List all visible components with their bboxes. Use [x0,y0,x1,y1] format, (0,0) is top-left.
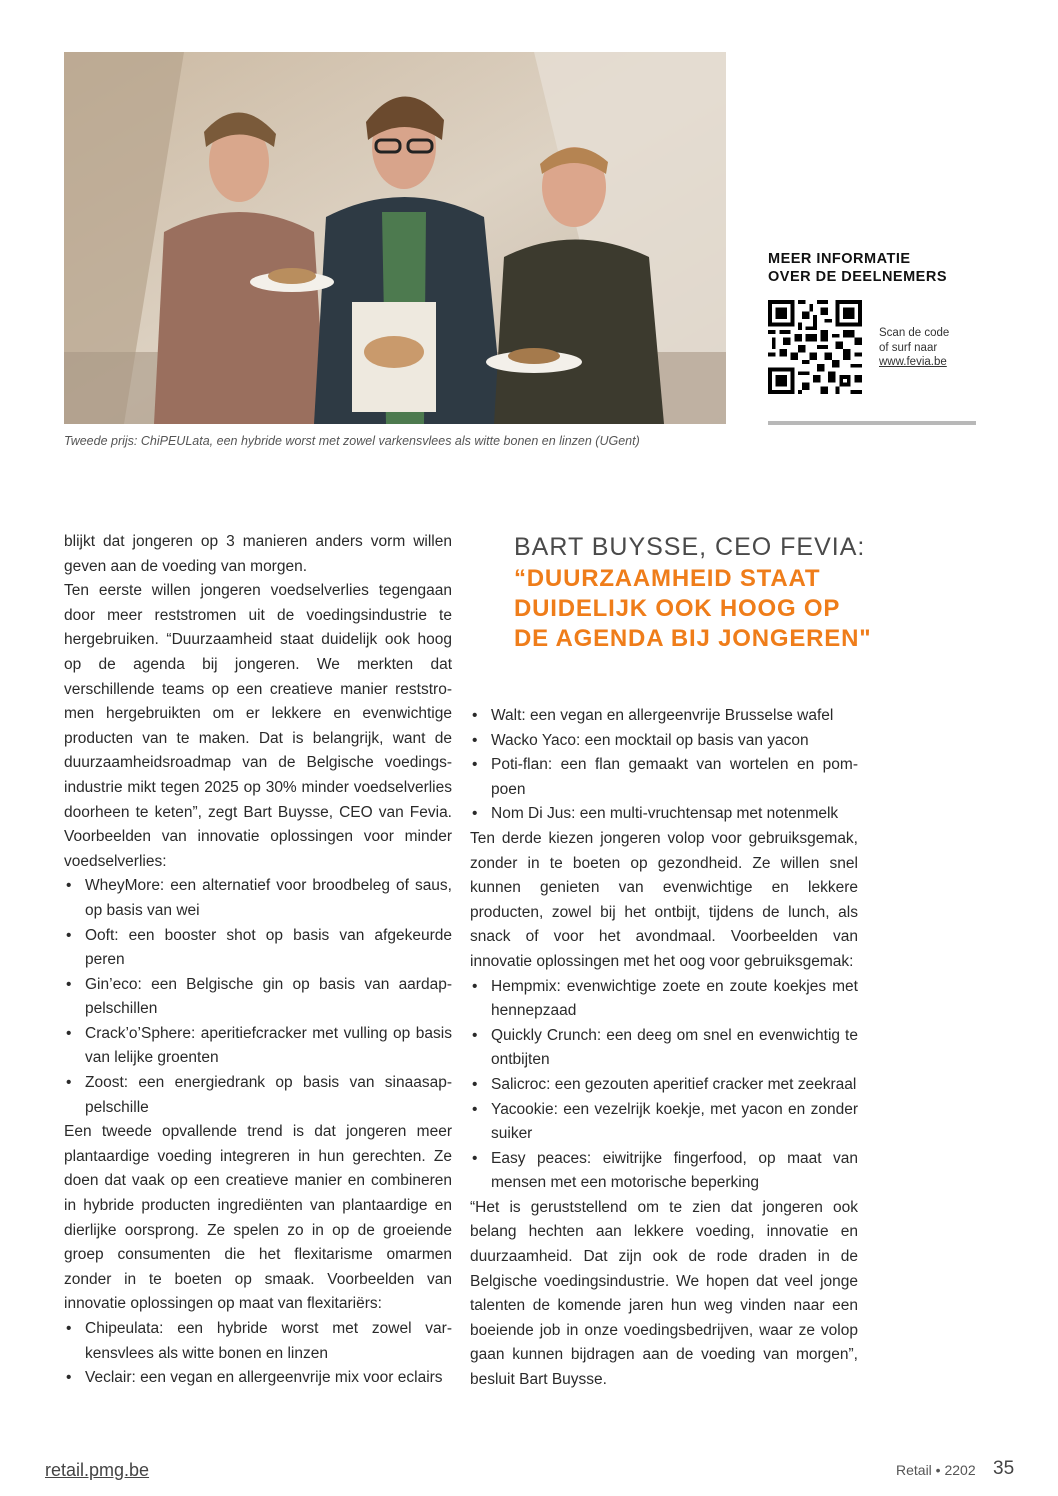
pull-quote-line: DUIDELIJK OOK HOOG OP [514,595,841,622]
article-column-right [470,704,858,1393]
paragraph: Ten derde kiezen jongeren volop voor gebruiksgemak, zonder in te boeten op gezondheid. Ze willen snel kunnen genieten van evenwichtige en lekkere producten, zowel bij het ontbijt, tijdens de lunch, als snack of voor het avondmaal. Voorbeelden van innovatie oplossingen met het oog voor gebruiksgemak: [470,829,858,970]
list-item: • Crack’o’Sphere: aperitiefcracker met vulling op basis van lelijke groenten [64,1022,452,1071]
bullet-list [470,975,858,1196]
paragraph: “Het is geruststellend om te zien dat jongeren ook belang hechten aan lekkere voeding, innovatie en duurzaamheid. Dat zijn ook de rode draden in de Belgische voedingsindustrie. We hopen dat veel jonge talenten de komende jaren hun weg vinden naar een boeiende job in onze voedingsbedrijven, waar ze volop gaan kunnen bijdragen aan de voeding van morgen”, besluit Bart Buysse. [470,1198,858,1389]
article-photo [64,52,726,424]
pull-quote [514,532,914,654]
paragraph: blijkt dat jongeren op 3 manieren anders vorm willen geven aan de voeding van morgen. [64,533,452,575]
list-item: • Easy peaces: eiwitrijke fingerfood, op maat van mensen met een motorische beperking [470,1147,858,1196]
fevia-link[interactable]: www.fevia.be [879,356,947,368]
list-item: • Wacko Yaco: een mocktail op basis van yacon [470,729,858,754]
qr-code[interactable] [768,300,862,394]
list-item: • Gin’eco: een Belgische gin op basis van aardappelschillen [64,973,452,1022]
list-item: • Salicroc: een gezouten aperitief cracker met zeekraal [470,1073,858,1098]
list-item: • WheyMore: een alternatief voor broodbeleg of saus, op basis van wei [64,874,452,923]
list-item: • Quickly Crunch: een deeg om snel en evenwichtig te ontbijten [470,1024,858,1073]
footer-issue: Retail • 2202 [896,1462,976,1478]
pull-quote-line: DE AGENDA BIJ JONGEREN" [514,625,872,652]
info-divider [768,421,976,425]
page-number: 35 [993,1458,1015,1479]
list-item: • Yacookie: een vezelrijk koekje, met yacon en zonder suiker [470,1098,858,1147]
bullet-list [64,1317,452,1391]
info-heading-line: OVER DE DEELNEMERS [768,269,947,285]
list-item: • Veclair: een vegan en allergeenvrije mix voor eclairs [64,1366,452,1391]
bullet-list [64,874,452,1120]
list-item: • Chipeulata: een hybride worst met zowel varkensvlees als witte bonen en linzen [64,1317,452,1366]
list-item: • Ooft: een booster shot op basis van afgekeurde peren [64,924,452,973]
bullet-list [470,704,858,827]
list-item: • Hempmix: evenwichtige zoete en zoute koekjes met hennepzaad [470,975,858,1024]
info-heading [768,250,988,286]
pull-quote-text [514,564,914,654]
paragraph: Een tweede opvallende trend is dat jongeren meer plantaardige voeding integreren in hun gerechten. Ze doen dat vaak op een creatieve manier en combineren in hybride producten ingrediënten van plantaardige en dierlijke oorsprong. Ze spelen zo in op de groeiende groep consumenten die het flexitarisme omarmen zonder in te boeten op smaak. Voorbeelden van innovatie oplossingen op maat van flexitariërs: [64,1123,452,1313]
photo-caption: Tweede prijs: ChiPEULata, een hybride worst met zowel varkensvlees als witte bonen en linzen (UGent) [64,434,640,448]
qr-text-line: of surf naar [879,341,938,354]
list-item: • Nom Di Jus: een multi-vruchtensap met notenmelk [470,802,858,827]
list-item: • Poti-flan: een flan gemaakt van wortelen en pompoen [470,753,858,802]
info-heading-line: MEER INFORMATIE [768,251,911,267]
article-column-left [64,530,452,1391]
qr-instructions [879,326,979,370]
footer-site-link[interactable]: retail.pmg.be [45,1460,150,1480]
pull-quote-line: “DUURZAAMHEID STAAT [514,565,821,592]
paragraph: Ten eerste willen jongeren voedselverlies tegengaan door meer reststromen uit de voedingsindustrie te hergebruiken. “Duurzaamheid staat duidelijk ook hoog op de agenda bij jongeren. We merkten dat verschillende teams op een creatieve manier reststromen hergebruikten om er lekkere en evenwichtige producten van te maken. Dat is belangrijk, want de duurzaamheidsroadmap van de Belgische voedingsindustrie mikt tegen 2025 op 30% minder voedselverlies doorheen te keten”, zegt Bart Buysse, CEO van Fevia. Voorbeelden van innovatie oplossingen voor minder voedselverlies: [64,582,452,870]
pull-quote-speaker: BART BUYSSE, CEO FEVIA: [514,533,866,561]
list-item: • Zoost: een energiedrank op basis van sinaasappelschille [64,1071,452,1120]
list-item: • Walt: een vegan en allergeenvrije Brusselse wafel [470,704,858,729]
qr-text-line: Scan de code [879,327,950,339]
